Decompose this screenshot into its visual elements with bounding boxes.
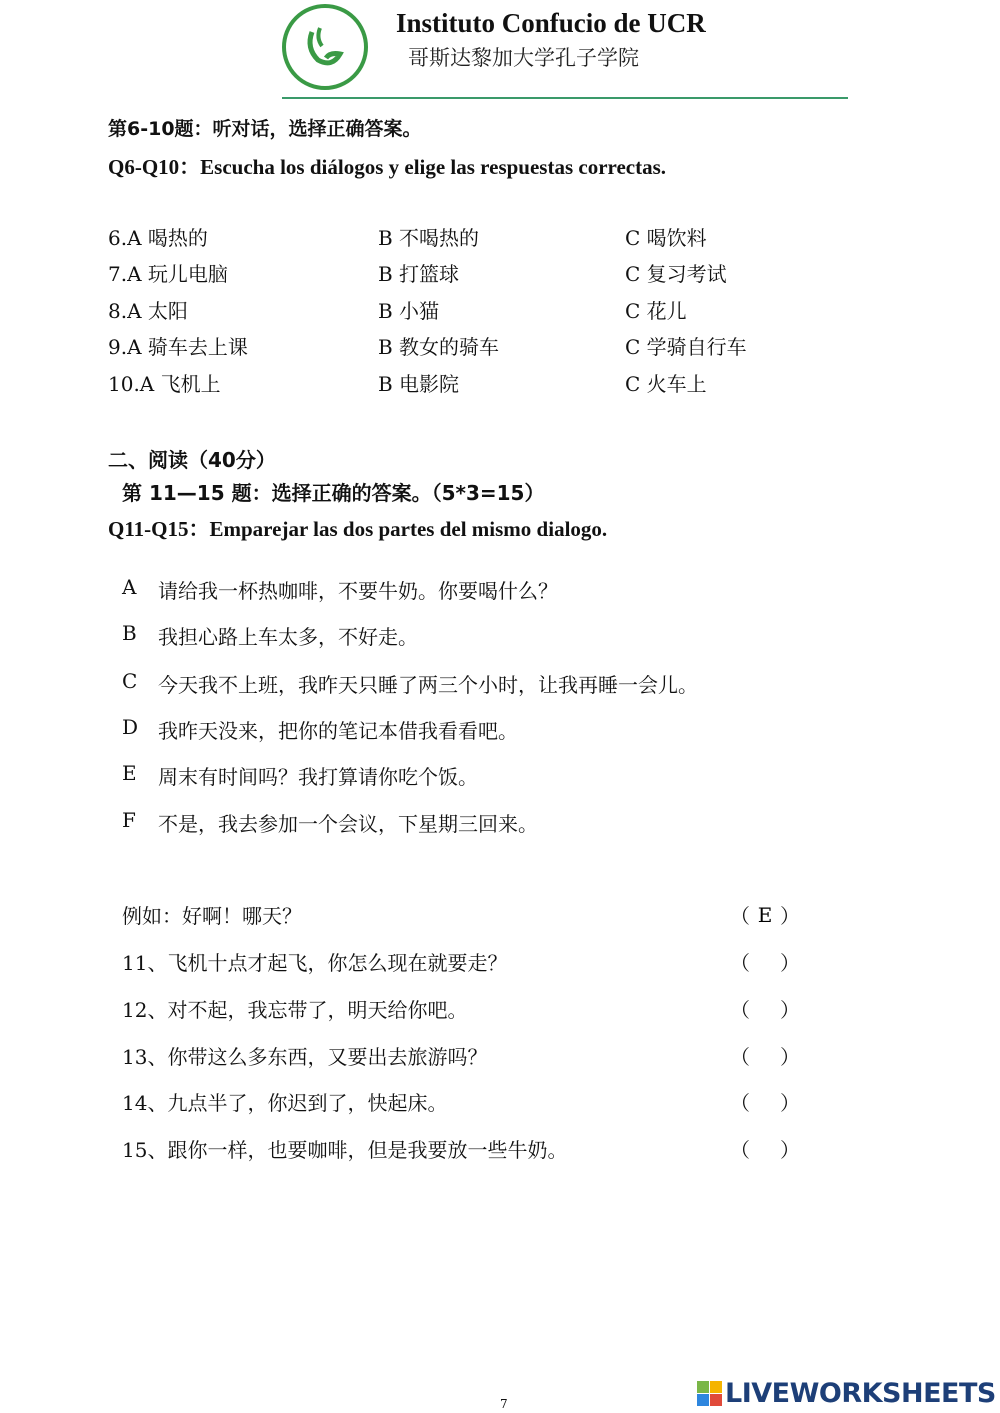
answer-blank: [730, 1134, 800, 1163]
paren-open: （: [730, 904, 750, 928]
answer-option-c[interactable]: C 喝饮料: [625, 226, 707, 250]
answer-option-c[interactable]: C 复习考试: [625, 262, 727, 286]
answer-option-b[interactable]: B 打篮球: [378, 262, 460, 286]
reading-section-title: 二、阅读（40分）: [108, 448, 276, 472]
answer-option-c[interactable]: C 花儿: [625, 299, 687, 323]
answer-blank: [730, 900, 800, 929]
question-text: 14、九点半了，你迟到了，快起床。: [122, 1091, 448, 1115]
option-text: 今天我不上班，我昨天只睡了两三个小时，让我再睡一会儿。: [158, 673, 698, 697]
option-text: 请给我一杯热咖啡，不要牛奶。你要喝什么？: [158, 579, 558, 603]
answer-blank: [730, 1087, 800, 1116]
answer-blank: [730, 1041, 800, 1070]
answer-input[interactable]: [750, 900, 780, 929]
reading-heading-zh: 第 11—15 题：选择正确的答案。（5*3=15）: [122, 481, 545, 505]
answer-input[interactable]: [750, 994, 780, 1023]
answer-input[interactable]: [750, 1087, 780, 1116]
answer-option-a[interactable]: 6.A 喝热的: [108, 226, 208, 250]
answer-option-b[interactable]: B 小猫: [378, 299, 440, 323]
page-number: 7: [500, 1397, 508, 1411]
paren-close: ）: [780, 1091, 800, 1115]
paren-close: ）: [780, 904, 800, 928]
listening-heading-zh: 第6-10题：听对话，选择正确答案。: [108, 118, 422, 140]
logo-swirl-icon: [286, 8, 364, 86]
answer-input[interactable]: [750, 947, 780, 976]
option-letter: D: [122, 715, 139, 739]
paren-open: （: [730, 1138, 750, 1162]
answer-blank: [730, 994, 800, 1023]
listening-heading-en: Q6-Q10：Escucha los diálogos y elige las respuestas correctas.: [108, 155, 667, 179]
paren-open: （: [730, 1045, 750, 1069]
paren-close: ）: [780, 951, 800, 975]
option-text: 不是，我去参加一个会议，下星期三回来。: [158, 812, 538, 836]
question-text: 12、对不起，我忘带了，明天给你吧。: [122, 998, 468, 1022]
option-text: 我担心路上车太多，不好走。: [158, 625, 418, 649]
liveworksheets-logo: [697, 1378, 996, 1409]
answer-option-c[interactable]: C 火车上: [625, 372, 707, 396]
option-text: 我昨天没来，把你的笔记本借我看看吧。: [158, 719, 518, 743]
paren-open: （: [730, 951, 750, 975]
answer-option-b[interactable]: B 不喝热的: [378, 226, 480, 250]
answer-option-c[interactable]: C 学骑自行车: [625, 335, 747, 359]
answer-blank: [730, 947, 800, 976]
question-text: 13、你带这么多东西，又要出去旅游吗？: [122, 1045, 488, 1069]
answer-option-a[interactable]: 9.A 骑车去上课: [108, 335, 248, 359]
answer-input[interactable]: [750, 1134, 780, 1163]
paren-open: （: [730, 1091, 750, 1115]
question-text: 例如：好啊！哪天？: [122, 904, 302, 928]
live-tiles-icon: [697, 1381, 722, 1406]
paren-close: ）: [780, 1045, 800, 1069]
answer-option-a[interactable]: 7.A 玩儿电脑: [108, 262, 228, 286]
reading-heading-en: Q11-Q15：Emparejar las dos partes del mismo dialogo.: [108, 517, 608, 541]
answer-option-a[interactable]: 10.A 飞机上: [108, 372, 221, 396]
question-text: 11、飞机十点才起飞，你怎么现在就要走？: [122, 951, 508, 975]
answer-option-a[interactable]: 8.A 太阳: [108, 299, 188, 323]
institute-name-en: Instituto Confucio de UCR: [396, 8, 706, 38]
option-letter: A: [122, 575, 137, 599]
paren-open: （: [730, 998, 750, 1022]
confucius-institute-logo: [282, 4, 368, 90]
answer-option-b[interactable]: B 教女的骑车: [378, 335, 500, 359]
option-letter: B: [122, 621, 137, 645]
brand-name: LIVEWORKSHEETS: [725, 1378, 996, 1409]
question-text: 15、跟你一样，也要咖啡，但是我要放一些牛奶。: [122, 1138, 568, 1162]
header-divider: [282, 97, 848, 99]
option-letter: C: [122, 669, 138, 693]
paren-close: ）: [780, 998, 800, 1022]
answer-input[interactable]: [750, 1041, 780, 1070]
institute-name-zh: 哥斯达黎加大学孔子学院: [408, 46, 639, 70]
option-text: 周末有时间吗？我打算请你吃个饭。: [158, 765, 478, 789]
answer-option-b[interactable]: B 电影院: [378, 372, 460, 396]
paren-close: ）: [780, 1138, 800, 1162]
option-letter: E: [122, 761, 137, 785]
option-letter: F: [122, 808, 136, 832]
